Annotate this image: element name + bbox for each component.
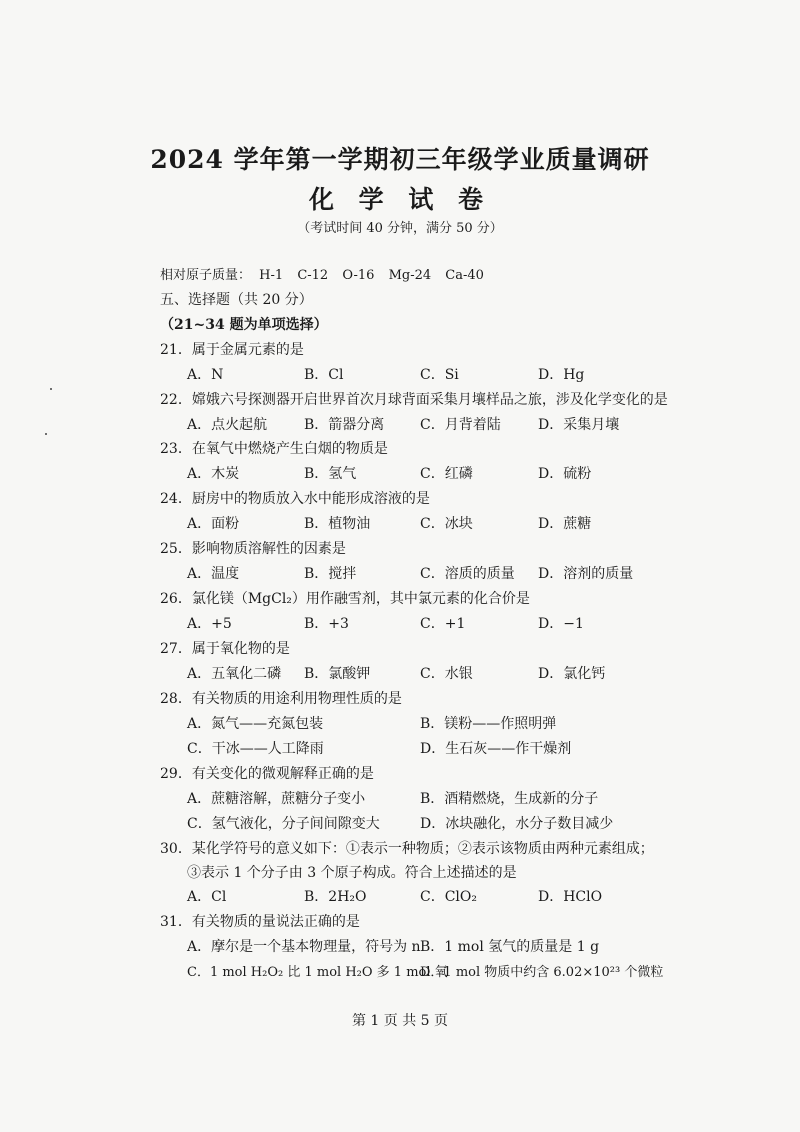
question-stem: 30．某化学符号的意义如下：①表示一种物质；②表示该物质由两种元素组成； xyxy=(160,841,654,857)
option: C．月背着陆 xyxy=(420,417,501,433)
mass-item: H-1 xyxy=(259,268,284,283)
exam-subject: 化 学 试 卷 xyxy=(308,185,492,214)
question-stem: 24．厨房中的物质放入水中能形成溶液的是 xyxy=(160,491,430,507)
option: C．冰块 xyxy=(420,516,473,532)
option: B．镁粉——作照明弹 xyxy=(420,716,557,732)
option: D．氯化钙 xyxy=(538,666,606,682)
section-title: 五、选择题（共 20 分） xyxy=(160,292,313,308)
question-stem: 31．有关物质的量说法正确的是 xyxy=(160,914,360,930)
question-stem: 21．属于金属元素的是 xyxy=(160,342,304,358)
question-stem: 27．属于氧化物的是 xyxy=(160,641,290,657)
mass-item: C-12 xyxy=(297,268,329,283)
option: A．摩尔是一个基本物理量，符号为 n xyxy=(187,939,421,955)
scan-speck xyxy=(50,388,52,390)
option: D．HClO xyxy=(538,889,603,905)
question-stem: 23．在氧气中燃烧产生白烟的物质是 xyxy=(160,441,388,457)
option: C．1 mol H₂O₂ 比 1 mol H₂O 多 1 mol 氧 xyxy=(187,965,448,980)
option: B．氯酸钾 xyxy=(304,666,371,682)
option: A．Cl xyxy=(187,889,227,905)
option: C．干冰——人工降雨 xyxy=(187,741,324,757)
option: A．+5 xyxy=(187,616,232,632)
scan-speck xyxy=(45,433,47,435)
question-stem: 25．影响物质溶解性的因素是 xyxy=(160,541,346,557)
option: C．+1 xyxy=(420,616,466,632)
option: A．氮气——充氮包装 xyxy=(187,716,324,732)
option: B．植物油 xyxy=(304,516,371,532)
option: D．Hg xyxy=(538,367,585,383)
option: A．木炭 xyxy=(187,466,240,482)
page-footer: 第 1 页 共 5 页 xyxy=(351,1013,449,1029)
option: A．五氧化二磷 xyxy=(187,666,282,682)
mass-item: O-16 xyxy=(342,268,375,283)
option: B．搅拌 xyxy=(304,566,357,582)
exam-time-note: （考试时间 40 分钟，满分 50 分） xyxy=(297,221,503,236)
question-stem: 29．有关变化的微观解释正确的是 xyxy=(160,766,374,782)
question-stem: 26．氯化镁（MgCl₂）用作融雪剂，其中氯元素的化合价是 xyxy=(160,591,530,607)
option: B．+3 xyxy=(304,616,349,632)
option: B．2H₂O xyxy=(304,889,367,905)
option: D．采集月壤 xyxy=(538,417,620,433)
mass-item: Mg-24 xyxy=(388,268,432,283)
option: A．点火起航 xyxy=(187,417,268,433)
option: A．N xyxy=(187,367,224,383)
option: D．蔗糖 xyxy=(538,516,592,532)
option: D．1 mol 物质中约含 6.02×10²³ 个微粒 xyxy=(420,965,664,980)
section-subtitle: （21~34 题为单项选择） xyxy=(160,317,328,333)
option: B．1 mol 氢气的质量是 1 g xyxy=(420,939,600,955)
option: D．溶剂的质量 xyxy=(538,566,634,582)
option: D．冰块融化，水分子数目减少 xyxy=(420,816,614,832)
option: A．蔗糖溶解，蔗糖分子变小 xyxy=(187,791,366,807)
option: B．箭器分离 xyxy=(304,417,385,433)
option: B．Cl xyxy=(304,367,344,383)
option: D．硫粉 xyxy=(538,466,592,482)
option: C．溶质的质量 xyxy=(420,566,515,582)
question-stem: 28．有关物质的用途利用物理性质的是 xyxy=(160,691,402,707)
option: D．生石灰——作干燥剂 xyxy=(420,741,572,757)
option: C．Si xyxy=(420,367,459,383)
option: C．红磷 xyxy=(420,466,473,482)
option: C．水银 xyxy=(420,666,473,682)
atomic-masses xyxy=(160,264,494,283)
option: C．氢气液化，分子间间隙变大 xyxy=(187,816,380,832)
question-stem: 22．嫦娥六号探测器开启世界首次月球背面采集月壤样品之旅，涉及化学变化的是 xyxy=(160,392,668,408)
option: B．氢气 xyxy=(304,466,357,482)
atomic-masses-label: 相对原子质量： xyxy=(160,268,252,283)
option: C．ClO₂ xyxy=(420,889,477,905)
option: A．面粉 xyxy=(187,516,240,532)
question-stem-continued: ③表示 1 个分子由 3 个原子构成。符合上述描述的是 xyxy=(187,865,517,881)
exam-title: 2024 学年第一学期初三年级学业质量调研 xyxy=(150,145,650,174)
option: B．酒精燃烧，生成新的分子 xyxy=(420,791,599,807)
mass-item: Ca-40 xyxy=(445,268,484,283)
option: D．−1 xyxy=(538,616,584,632)
option: A．温度 xyxy=(187,566,240,582)
